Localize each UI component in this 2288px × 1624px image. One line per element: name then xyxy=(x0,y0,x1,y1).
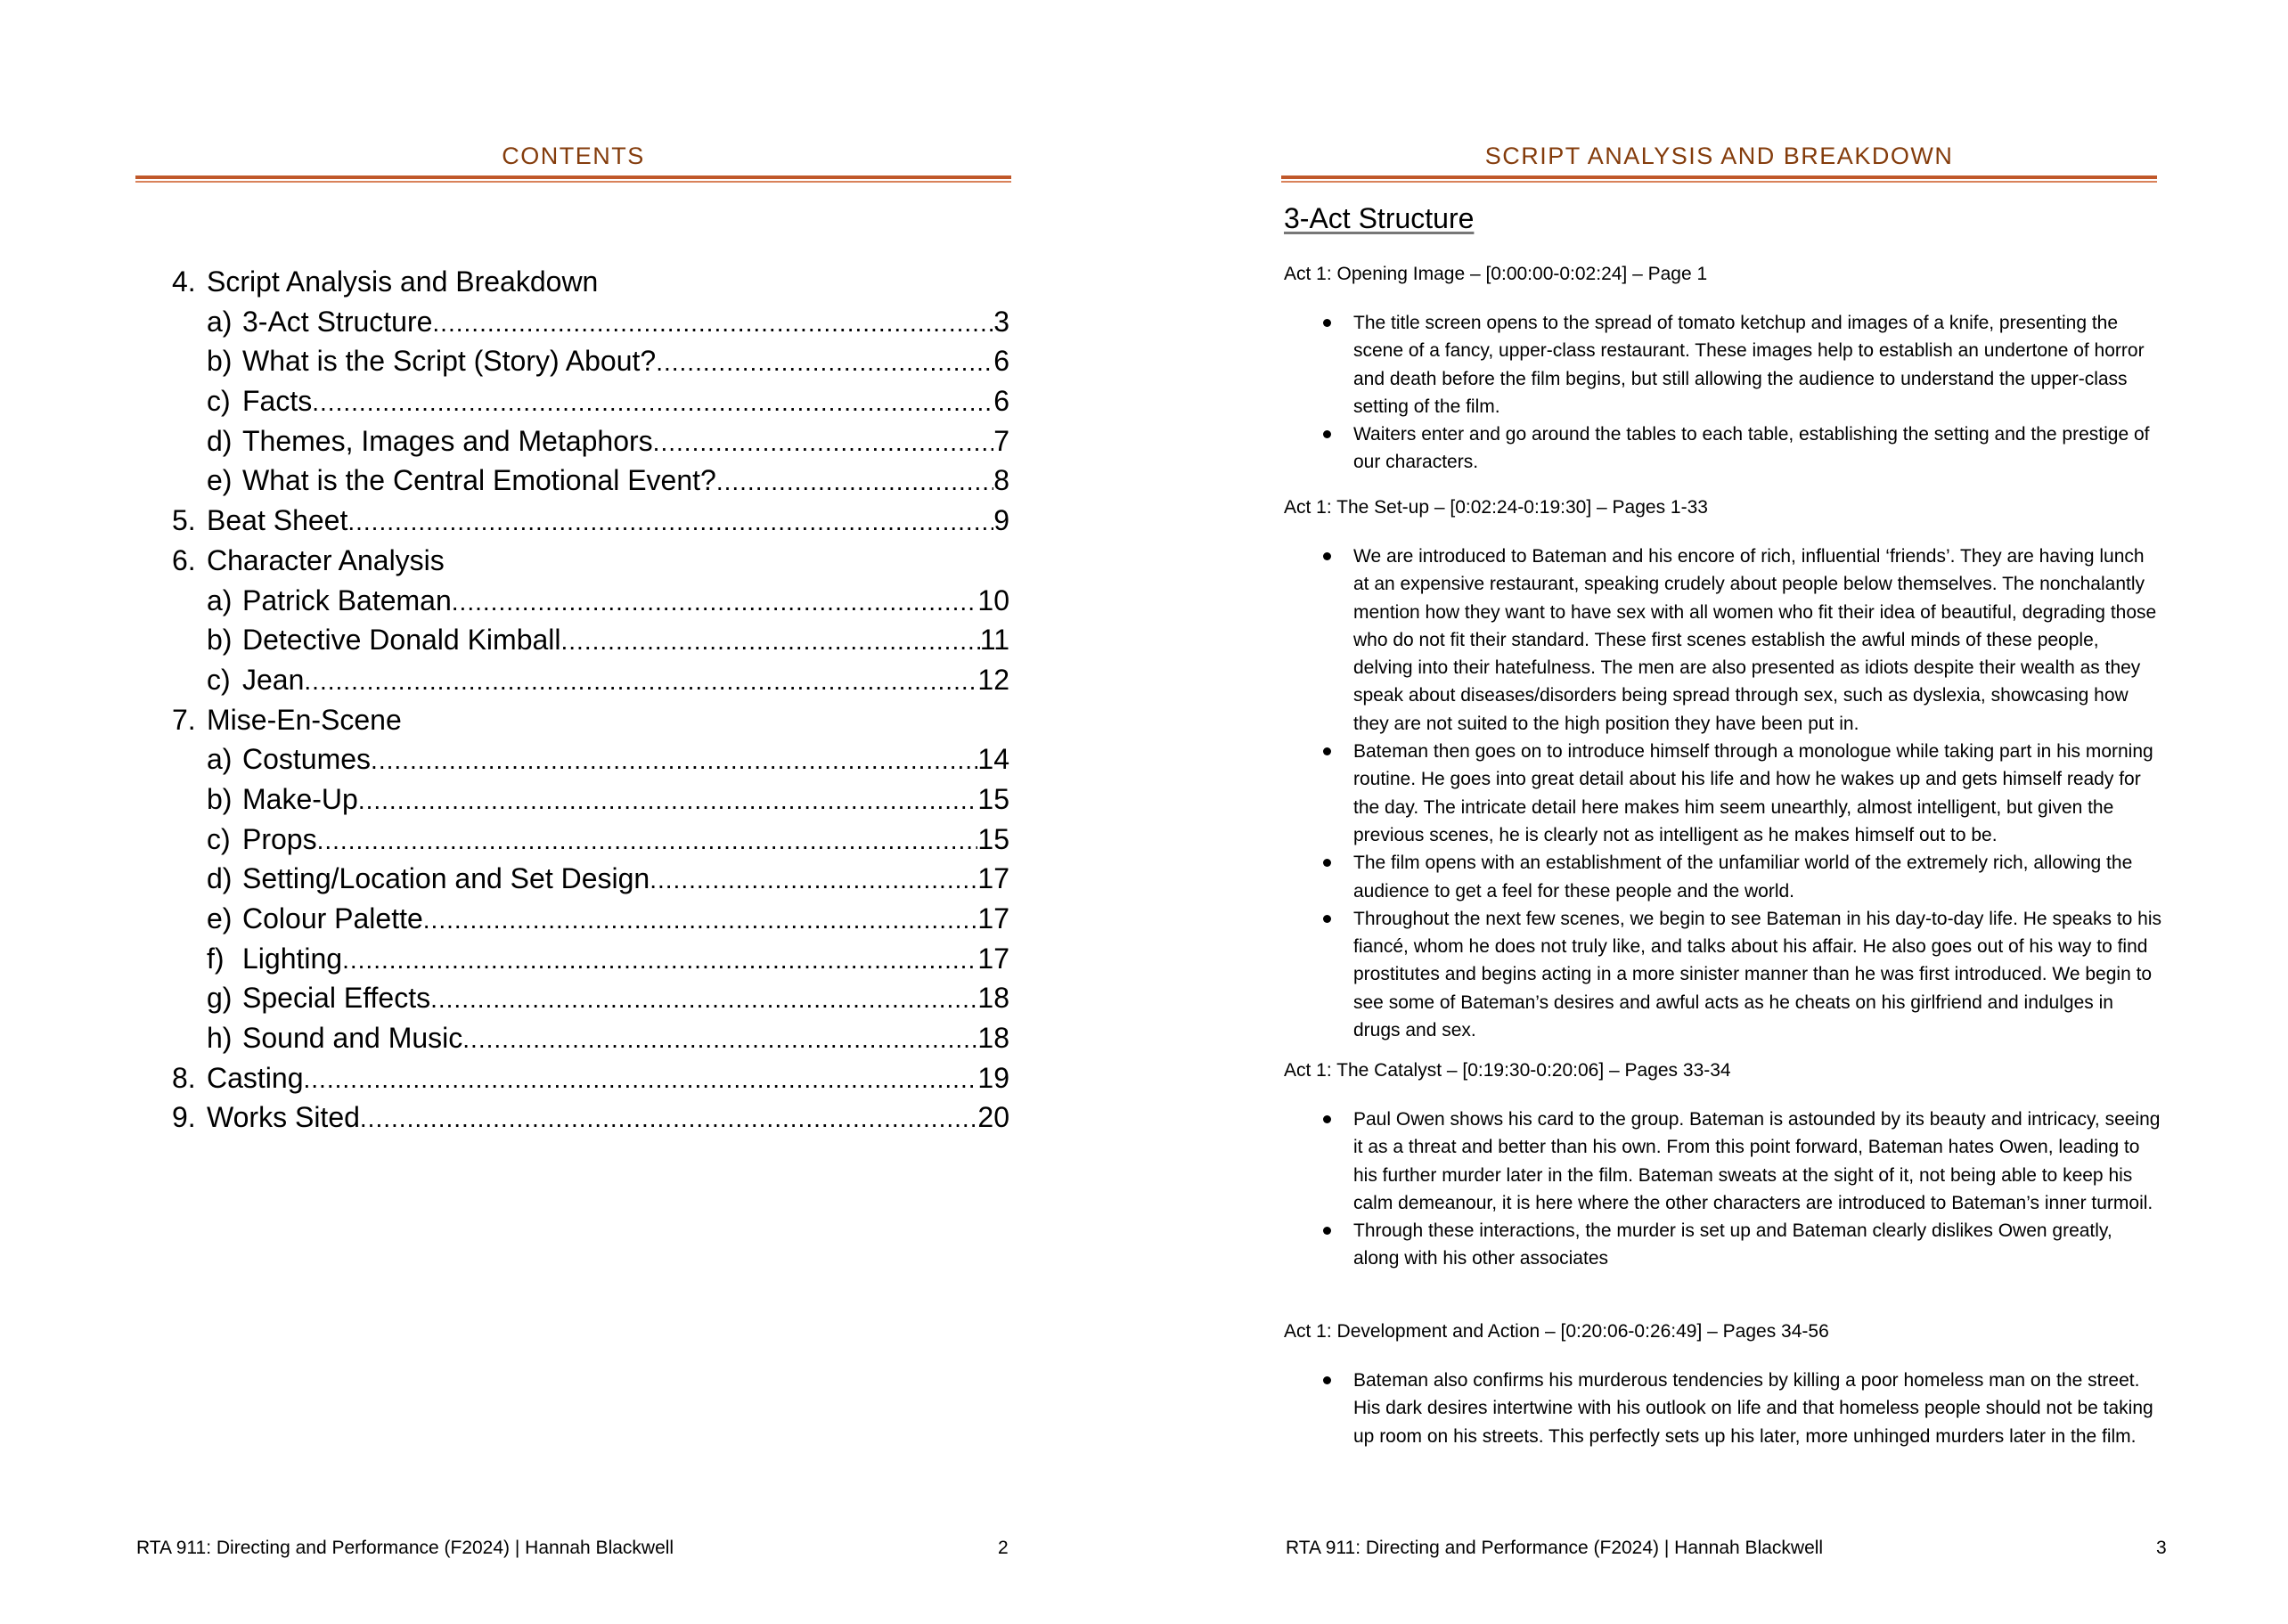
toc-entry-page: 18 xyxy=(977,1022,1009,1055)
toc-entry[interactable] xyxy=(172,859,1009,899)
toc-entry-page: 6 xyxy=(993,385,1009,418)
toc-entry-label: Script Analysis and Breakdown xyxy=(207,265,599,298)
rule-thin xyxy=(1281,181,2157,183)
footer-page-number: 3 xyxy=(2156,1538,2167,1558)
toc-entry[interactable] xyxy=(172,978,1009,1018)
dot-leader xyxy=(653,423,994,463)
toc-entry[interactable] xyxy=(172,541,1009,581)
running-header: CONTENTS xyxy=(502,143,645,169)
dot-leader xyxy=(423,901,978,941)
toc-entry[interactable] xyxy=(172,501,1009,541)
toc-entry[interactable] xyxy=(172,620,1009,660)
toc-entry-label: Make-Up xyxy=(242,782,358,815)
toc-entry-number: a) xyxy=(207,583,233,616)
toc-entry-number: b) xyxy=(207,624,233,657)
bullet-item xyxy=(1284,738,2161,849)
toc-entry-number: 8. xyxy=(172,1061,196,1094)
bullet-text: Bateman also confirms his murderous tendencies by killing a poor homeless man on the street. His dark desires intertwine with his outlook on life and that homeless people should not be taking up room on his streets. This perfectly sets up his later, more unhinged murders later in the film. xyxy=(1353,1370,2153,1447)
toc-entry-page: 3 xyxy=(993,305,1009,338)
dot-leader xyxy=(304,1060,978,1100)
toc-entry[interactable] xyxy=(172,820,1009,860)
toc-entry-label: Setting/Location and Set Design xyxy=(242,862,650,895)
dot-leader xyxy=(561,622,980,662)
act-heading: Act 1: The Catalyst – [0:19:30-0:20:06] – Pages 33-34 xyxy=(1284,1060,1731,1081)
rule-thin xyxy=(135,181,1011,183)
toc-entry-page: 17 xyxy=(977,902,1009,934)
toc-entry-number: c) xyxy=(207,385,231,418)
toc-entry-label: Costumes xyxy=(242,743,372,776)
toc-entry[interactable] xyxy=(172,341,1009,381)
dot-leader xyxy=(452,583,978,623)
bullet-item xyxy=(1284,905,2161,1044)
act-section xyxy=(1284,1319,2161,1450)
toc-entry-page: 15 xyxy=(977,822,1009,855)
bullet-text: The film opens with an establishment of the unfamiliar world of the extremely rich, allowing the audience to get a feel for these people and the world. xyxy=(1353,853,2133,902)
bullet-text: The title screen opens to the spread of tomato ketchup and images of a knife, presenting the scene of a fancy, upper-class restaurant. These images help to establish an undertone of horror and death before the film begins, but still allowing the audience to understand the upper-class setting of the film. xyxy=(1353,313,2145,417)
toc-entry[interactable] xyxy=(172,302,1009,342)
toc-entry[interactable] xyxy=(172,700,1009,740)
toc-entry-page: 10 xyxy=(977,583,1009,616)
bullet-icon xyxy=(1323,1227,1331,1235)
toc-entry-number: 6. xyxy=(172,543,196,576)
bullet-text: Waiters enter and go around the tables to each table, establishing the setting and the prestige of our characters. xyxy=(1353,424,2150,473)
dot-leader xyxy=(462,1020,977,1060)
toc-entry-number: f) xyxy=(207,942,225,975)
toc-entry-label: Casting xyxy=(207,1061,304,1094)
toc-entry[interactable] xyxy=(172,381,1009,421)
dot-leader xyxy=(430,980,977,1020)
toc-entry-page: 7 xyxy=(993,424,1009,457)
bullet-list xyxy=(1284,1367,2161,1450)
bullet-icon xyxy=(1323,1115,1331,1123)
footer-course-author: RTA 911: Directing and Performance (F2024) | Hannah Blackwell xyxy=(136,1538,674,1558)
toc-entry-number: a) xyxy=(207,305,233,338)
bullet-icon xyxy=(1323,747,1331,755)
header-double-rule xyxy=(1281,175,2157,183)
toc-entry[interactable] xyxy=(172,581,1009,621)
toc-entry-label: Character Analysis xyxy=(207,543,445,576)
toc-entry-page: 20 xyxy=(977,1101,1009,1134)
running-header: SCRIPT ANALYSIS AND BREAKDOWN xyxy=(1484,143,1954,169)
toc-entry-label: What is the Script (Story) About? xyxy=(242,345,657,378)
toc-entry[interactable] xyxy=(172,939,1009,979)
toc-entry-label: Works Sited xyxy=(207,1101,360,1134)
bullet-item xyxy=(1284,849,2161,905)
toc-entry-label: 3-Act Structure xyxy=(242,305,433,338)
bullet-list xyxy=(1284,1106,2161,1273)
toc-entry-page: 8 xyxy=(993,464,1009,497)
dot-leader xyxy=(304,662,977,702)
toc-entry-label: Detective Donald Kimball xyxy=(242,624,561,657)
toc-entry-number: e) xyxy=(207,464,233,497)
act-section xyxy=(1284,495,2161,1044)
toc-entry-page: 17 xyxy=(977,942,1009,975)
dot-leader xyxy=(371,741,977,781)
bullet-text: Paul Owen shows his card to the group. Bateman is astounded by its beauty and intricacy, seeing it as a threat and better than his own. From this point forward, Bateman hates Owen, leading to his further murder later in the film. Bateman sweats at the sight of it, not being able to keep his calm demeanour, it is here where the other characters are introduced to Bateman’s inner turmoil. xyxy=(1353,1109,2161,1213)
act-heading: Act 1: Development and Action – [0:20:06-0:26:49] – Pages 34-56 xyxy=(1284,1321,1829,1342)
bullet-item xyxy=(1284,1217,2161,1273)
toc-entry-number: d) xyxy=(207,424,233,457)
section-title: 3-Act Structure xyxy=(1284,202,1475,234)
bullet-icon xyxy=(1323,552,1331,560)
toc-entry-number: 4. xyxy=(172,265,196,298)
bullet-item xyxy=(1284,543,2161,738)
toc-entry[interactable] xyxy=(172,779,1009,820)
toc-entry[interactable] xyxy=(172,739,1009,779)
bullet-text: We are introduced to Bateman and his encore of rich, influential ‘friends’. They are having lunch at an expensive restaurant, speaking crudely about people below themselves. The nonchalantly mention how they want to have sex with all women who fit their idea of beautiful, degrading those who do not fit their standard. These first scenes establish the awful minds of these people, delving into their hatefulness. The men are also presented as idiots despite their wealth as they speak about diseases/disorders being spread through sex, such as dyslexia, showcasing how they are not suited to the high position they have been put in. xyxy=(1353,546,2157,734)
dot-leader xyxy=(360,1099,978,1139)
bullet-item xyxy=(1284,309,2161,420)
toc-entry-number: a) xyxy=(207,743,233,776)
bullet-icon xyxy=(1323,1376,1331,1384)
toc-entry-page: 11 xyxy=(979,624,1009,657)
toc-entry-page: 12 xyxy=(977,663,1009,696)
toc-entry-page: 18 xyxy=(977,982,1009,1015)
toc-entry-number: h) xyxy=(207,1022,233,1055)
dot-leader xyxy=(650,861,977,901)
bullet-item xyxy=(1284,1367,2161,1450)
bullet-text: Through these interactions, the murder is set up and Bateman clearly dislikes Owen greatly, along with his other associates xyxy=(1353,1220,2112,1269)
toc-entry-label: Colour Palette xyxy=(242,902,423,934)
bullet-item xyxy=(1284,1106,2161,1217)
dot-leader xyxy=(432,304,993,344)
toc-entry-number: 7. xyxy=(172,703,196,736)
toc-entry-label: What is the Central Emotional Event? xyxy=(242,464,716,497)
header-double-rule xyxy=(135,175,1011,183)
toc-entry[interactable] xyxy=(172,1098,1009,1138)
act-section xyxy=(1284,262,2161,477)
footer-page-number: 2 xyxy=(998,1538,1009,1558)
act-section xyxy=(1284,1058,2161,1273)
toc-entry-label: Beat Sheet xyxy=(207,504,348,537)
toc-entry-page: 6 xyxy=(993,345,1009,378)
dot-leader xyxy=(716,462,993,502)
dot-leader xyxy=(347,502,993,543)
page-script-analysis xyxy=(1144,0,2288,1624)
bullet-list xyxy=(1284,543,2161,1044)
toc-entry-number: d) xyxy=(207,862,233,895)
toc-entry[interactable] xyxy=(172,899,1009,939)
toc-entry-page: 15 xyxy=(977,782,1009,815)
dot-leader xyxy=(312,383,993,423)
toc-entry-label: Facts xyxy=(242,385,313,418)
footer-course-author: RTA 911: Directing and Performance (F2024) | Hannah Blackwell xyxy=(1286,1538,1824,1558)
toc-entry-label: Special Effects xyxy=(242,982,431,1015)
toc-entry-label: Sound and Music xyxy=(242,1022,463,1055)
toc-entry-number: b) xyxy=(207,345,233,378)
toc-entry[interactable] xyxy=(172,461,1009,501)
dot-leader xyxy=(342,941,977,981)
rule-thick xyxy=(1281,175,2157,179)
toc-entry-number: b) xyxy=(207,782,233,815)
toc-entry-number: c) xyxy=(207,822,231,855)
table-of-contents xyxy=(172,262,1009,1138)
rule-thick xyxy=(135,175,1011,179)
toc-entry[interactable] xyxy=(172,1018,1009,1058)
bullet-icon xyxy=(1323,319,1331,327)
toc-entry[interactable] xyxy=(172,421,1009,461)
toc-entry-number: g) xyxy=(207,982,233,1015)
bullet-icon xyxy=(1323,915,1331,923)
toc-entry-label: Jean xyxy=(242,663,305,696)
toc-entry-label: Props xyxy=(242,822,317,855)
toc-entry-page: 19 xyxy=(977,1061,1009,1094)
bullet-item xyxy=(1284,420,2161,477)
bullet-list xyxy=(1284,309,2161,477)
toc-entry-label: Themes, Images and Metaphors xyxy=(242,424,653,457)
toc-entry[interactable] xyxy=(172,660,1009,700)
bullet-icon xyxy=(1323,859,1331,867)
act-heading: Act 1: The Set-up – [0:02:24-0:19:30] – Pages 1-33 xyxy=(1284,497,1708,518)
act-heading: Act 1: Opening Image – [0:00:00-0:02:24] – Page 1 xyxy=(1284,264,1708,284)
toc-entry[interactable] xyxy=(172,1058,1009,1098)
toc-entry-label: Lighting xyxy=(242,942,343,975)
dot-leader xyxy=(317,821,978,861)
toc-entry-number: 9. xyxy=(172,1101,196,1134)
toc-entry-page: 9 xyxy=(993,504,1009,537)
toc-entry[interactable] xyxy=(172,262,1009,302)
toc-entry-label: Patrick Bateman xyxy=(242,583,452,616)
toc-entry-page: 14 xyxy=(977,743,1009,776)
toc-entry-page: 17 xyxy=(977,862,1009,895)
toc-entry-label: Mise-En-Scene xyxy=(207,703,402,736)
dot-leader xyxy=(358,781,978,821)
toc-entry-number: c) xyxy=(207,663,231,696)
toc-entry-number: 5. xyxy=(172,504,196,537)
dot-leader xyxy=(656,343,993,383)
bullet-icon xyxy=(1323,430,1331,438)
bullet-text: Bateman then goes on to introduce himself through a monologue while taking part in his morning routine. He goes into great detail about his life and how he wakes up and gets himself ready for the day. The intricate detail here makes him seem unearthly, almost intelligent, but given the previous scenes, he is clearly not as intelligent as he makes himself out to be. xyxy=(1353,741,2153,845)
toc-entry-number: e) xyxy=(207,902,233,934)
bullet-text: Throughout the next few scenes, we begin to see Bateman in his day-to-day life. He speaks to his fiancé, whom he does not truly like, and talks about his affair. He also goes out of his way to find prostitutes and begins acting in a more sinister manner than he was first introduced. We begin to see some of Bateman’s desires and awful acts as he cheats on his girlfriend and indulges in drugs and sex. xyxy=(1353,908,2162,1041)
